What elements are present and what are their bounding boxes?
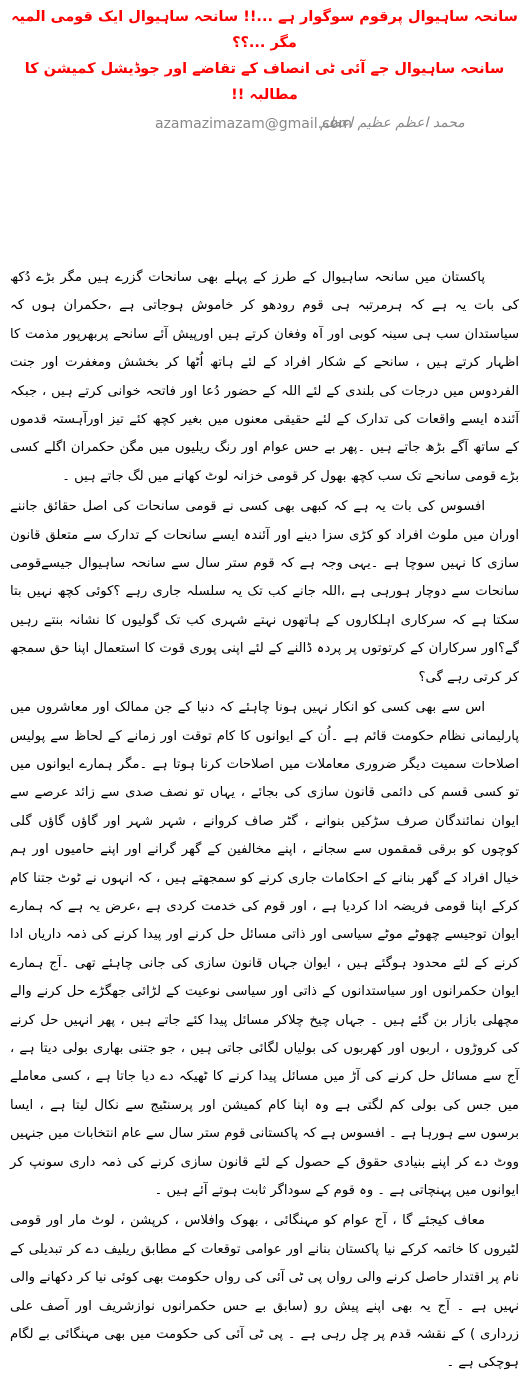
paragraph-3: اس سے بھی کسی کو انکار نہیں ہونا چاہئے کہ دنیا کے جن ممالک اور معاشروں میں پارلیمانی نظام حکومت قائم ہے ۔اُن کے ایوانوں کا کام توقت اور زمانے کے لحاظ سے پولیس اصلاحات سمیت دیگر ضروری معاملات میں اصلاحات کرنا ہوتا ہے ۔مگر ہمارے ایوانوں میں تو کسی قسم کی دائمی قانون سازی کی بجائے ، یہاں تو نصف صدی سے زائد عرصے سے ایوان نمائندگان صرف سڑکیں بنوانے ، گٹر صاف کروانے ، شہر شہر اور گاؤں گاؤں گلی کوچوں کو برقی قمقموں سے سجانے ، اپنے مخالفین کے گھر گرانے اور اپنے حامیوں اور ہم خیال افراد کے گھر بنانے کے احکامات جاری کرنے کو سمجھتے ہیں ، کہ انہوں نے ٹوٹ جتنا کام کرکے اپنا قومی فریضہ ادا کردیا ہے ، اور قوم کی خدمت کردی ہے ،عرض یہ ہے کہ ہمارے ایوان توجیسے چھوٹے موٹے سیاسی اور ذاتی مسائل حل کرنے اور پیدا کرنے کی ذمہ داریاں ادا کرنے کے لئے محدود ہوگئے ہیں ، ایوان جہاں قانون سازی کی جانی چاہئے تھی ۔آج ہمارے ایوان حکمرانوں اور سیاستدانوں کے ذاتی اور سیاسی نوعیت کے لڑائی جھگڑے حل کرنے والے مچھلی بازار بن گئے ہیں ۔ جہاں چیخ چلاکر مسائل پیدا کئے جاتے ہیں ، پھر انہیں حل کرنے کی کروڑوں ، اربوں اور کھربوں کی بولیاں لگائی جاتی ہیں ، جو جتنی بھاری بولی دیتا ہے ، آج سے مسائل حل کرنے کی آڑ میں مسائل پیدا کرنے کا ٹھیکہ دے دیا جاتا ہے ، کسی معاملے میں جس کی بولی کم لگتی ہے وہ اپنا کام کمیشن اور پرسنٹیج سے نکال لیتا ہے ، ایسا برسوں سے ہورہا ہے ۔ افسوس ہے کہ پاکستانی قوم ستر سال سے عام انتخابات میں جنہیں ووٹ دے کر اپنے بنیادی حقوق کے حصول کے لئے قانون سازی کرنے کی ذمہ داری سونپ کر ایوانوں میں پہنچاتی ہے ۔ وہ قوم کے سوداگر ثابت ہوتے آئے ہیں ۔ bbox=[10, 700, 519, 1198]
headline-line-1: سانحہ ساہیوال پرقوم سوگوار ہے ...!! سانحہ ساہیوال ایک قومی المیہ مگر ...؟؟ bbox=[11, 9, 518, 51]
author-name: محمد اعظم عظیم اعظم bbox=[320, 115, 465, 131]
paragraph-4: معاف کیجئے گا ، آج عوام کو مہنگائی ، بھوک وافلاس ، کرپشن ، لوٹ مار اور قومی لٹیروں کا خاتمہ کرکے نیا پاکستان بنانے اور عوامی توقعات کے مطابق ریلیف دے کر تبدیلی کے نام پر اقتدار حاصل کرنے والی رواں پی ٹی آئی کی رواں حکومت بھی کوئی نیا کر دکھانے والی نہیں ہے ۔ آج یہ بھی اپنے پیش رو (سابق بے حس حکمرانوں نوازشریف اور آصف علی زرداری ) کے نقشہ قدم پر چل رہی ہے ۔ پی ٹی آئی کی حکومت میں بھی مہنگائی بے لگام ہوچکی ہے ۔ bbox=[10, 1213, 519, 1371]
paragraph-2: افسوس کی بات یہ ہے کہ کبھی بھی کسی نے قومی سانحات کی اصل حقائق جاننے اوران میں ملوث افراد کو کڑی سزا دینے اور آئندہ ایسے سانحات کے تدارک سے متعلق قانون سازی کا نہیں سوچا ہے ۔یہی وجہ ہے کہ قوم ستر سال سے سانحہ ساہیوال جیسےقومی سانحات سے دوچار ہورہی ہے ،اللہ جانے کب تک یہ سلسلہ جاری رہے ؟کوئی کچھ نہیں بتا سکتا ہے کہ سرکاری اہلکاروں کے ہاتھوں نہتے شہری کب تک گولیوں کا نشانہ بنتے رہیں گے؟اور سرکاران کے کرتوتوں پر پردہ ڈالنے کے لئے اپنی پوری قوت کا استعمال اپنا حق سمجھ کر کرتی رہے گی؟ bbox=[10, 499, 519, 685]
byline bbox=[0, 110, 529, 144]
author-email[interactable]: azamazimazam@gmail.com bbox=[155, 116, 352, 132]
article-body bbox=[0, 144, 529, 1378]
paragraph-1: پاکستان میں سانحہ ساہیوال کے طرز کے پہلے بھی سانحات گزرے ہیں مگر بڑے دُکھ کی بات یہ ہے کہ ہرمرتبہ ہی قوم رودھو کر خاموش ہوجاتی ہے ،حکمران ہوں کہ سیاستدان سب ہی سینہ کوبی اور آہ وفغان کرتے ہیں اورپیش آئے سانحے پربھرپور مذمت کا اظہار کرتے ہیں ، سانحے کے شکار افراد کے لئے ہاتھ اُٹھا کر بخشش ومغفرت اور جنت الفردوس میں درجات کی بلندی کے لئے اللہ کے حضور دُعا اور فاتحہ خوانی کرتے ہیں ، جبکہ آئندہ ایسے واقعات کی تدارک کے لئے حقیقی معنوں میں بغیر کچھ کئے تیز اورآہستہ قدموں کے ساتھ آگے بڑھ جاتے ہیں ۔پھر بے حس عوام اور رنگ ریلیوں میں مگن حکمران اگلے کسی بڑے قومی سانحے تک سب کچھ بھول کر قومی خزانہ لوٹ کھانے میں لگ جاتے ہیں ۔ bbox=[10, 270, 519, 484]
headline-block bbox=[0, 0, 529, 108]
headline-line-2: سانحہ ساہیوال جے آئی ٹی انصاف کے تقاضے اور جوڈیشل کمیشن کا مطالبہ !! bbox=[24, 61, 505, 103]
